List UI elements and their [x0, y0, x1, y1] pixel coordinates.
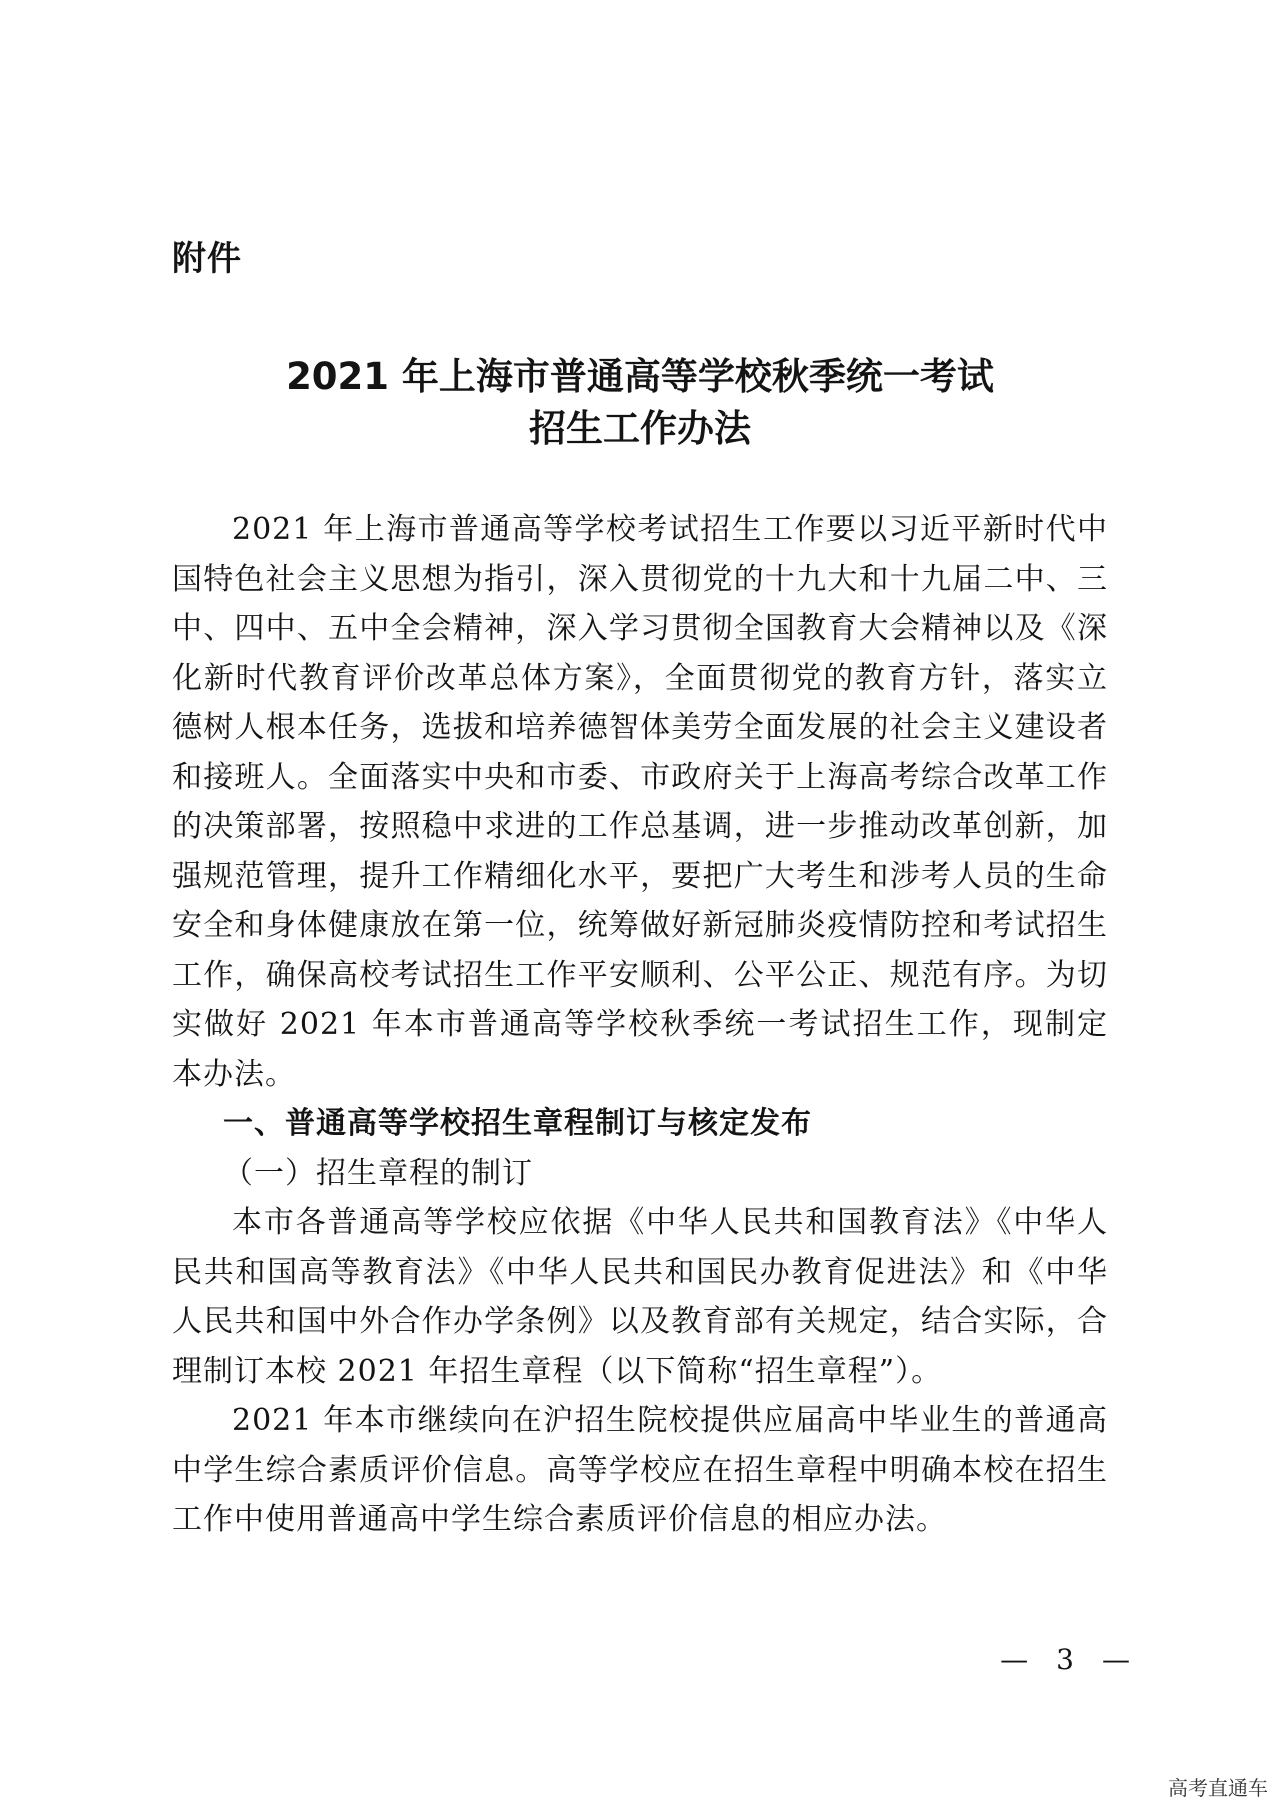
page-number: — 3 — [1000, 1643, 1130, 1676]
subsection-1-heading: （一）招生章程的制订 [223, 1155, 533, 1191]
intro-paragraph: 2021 年上海市普通高等学校考试招生工作要以习近平新时代中国特色社会主义思想为指引，深入贯彻党的十九大和十九届二中、三中、四中、五中全会精神，深入学习贯彻全国教育大会精神以及《深化新时代教育评价改革总体方案》，全面贯彻党的教育方针，落实立德树人根本任务，选拔和培养德智体美劳全面发展的社会主义建设者和接班人。全面落实中央和市委、市政府关于上海高考综合改革工作的决策部署，按照稳中求进的工作总基调，进一步推动改革创新，加强规范管理，提升工作精细化水平，要把广大考生和涉考人员的生命安全和身体健康放在第一位，统筹做好新冠肺炎疫情防控和考试招生工作，确保高校考试招生工作平安顺利、公平公正、规范有序。为切实做好 2021 年本市普通高等学校秋季统一考试招生工作，现制定本办法。 [172, 512, 1108, 1092]
document-title-line-2: 招生工作办法 [529, 407, 751, 450]
watermark-text: 高考直通车 [1168, 1776, 1268, 1800]
attachment-label: 附件 [172, 239, 242, 279]
section-1-heading: 一、普通高等学校招生章程制订与核定发布 [223, 1106, 812, 1141]
body-paragraph-3: 2021 年本市继续向在沪招生院校提供应届高中毕业生的普通高中学生综合素质评价信息。高等学校应在招生章程中明确本校在招生工作中使用普通高中学生综合素质评价信息的相应办法。 [172, 1403, 1108, 1537]
body-paragraph-2: 本市各普通高等学校应依据《中华人民共和国教育法》《中华人民共和国高等教育法》《中华人民共和国民办教育促进法》和《中华人民共和国中外合作办学条例》以及教育部有关规定，结合实际，合理制订本校 2021 年招生章程（以下简称“招生章程”）。 [172, 1205, 1108, 1389]
document-body [172, 505, 1108, 1545]
document-title-line-1: 2021 年上海市普通高等学校秋季统一考试 [286, 355, 994, 398]
